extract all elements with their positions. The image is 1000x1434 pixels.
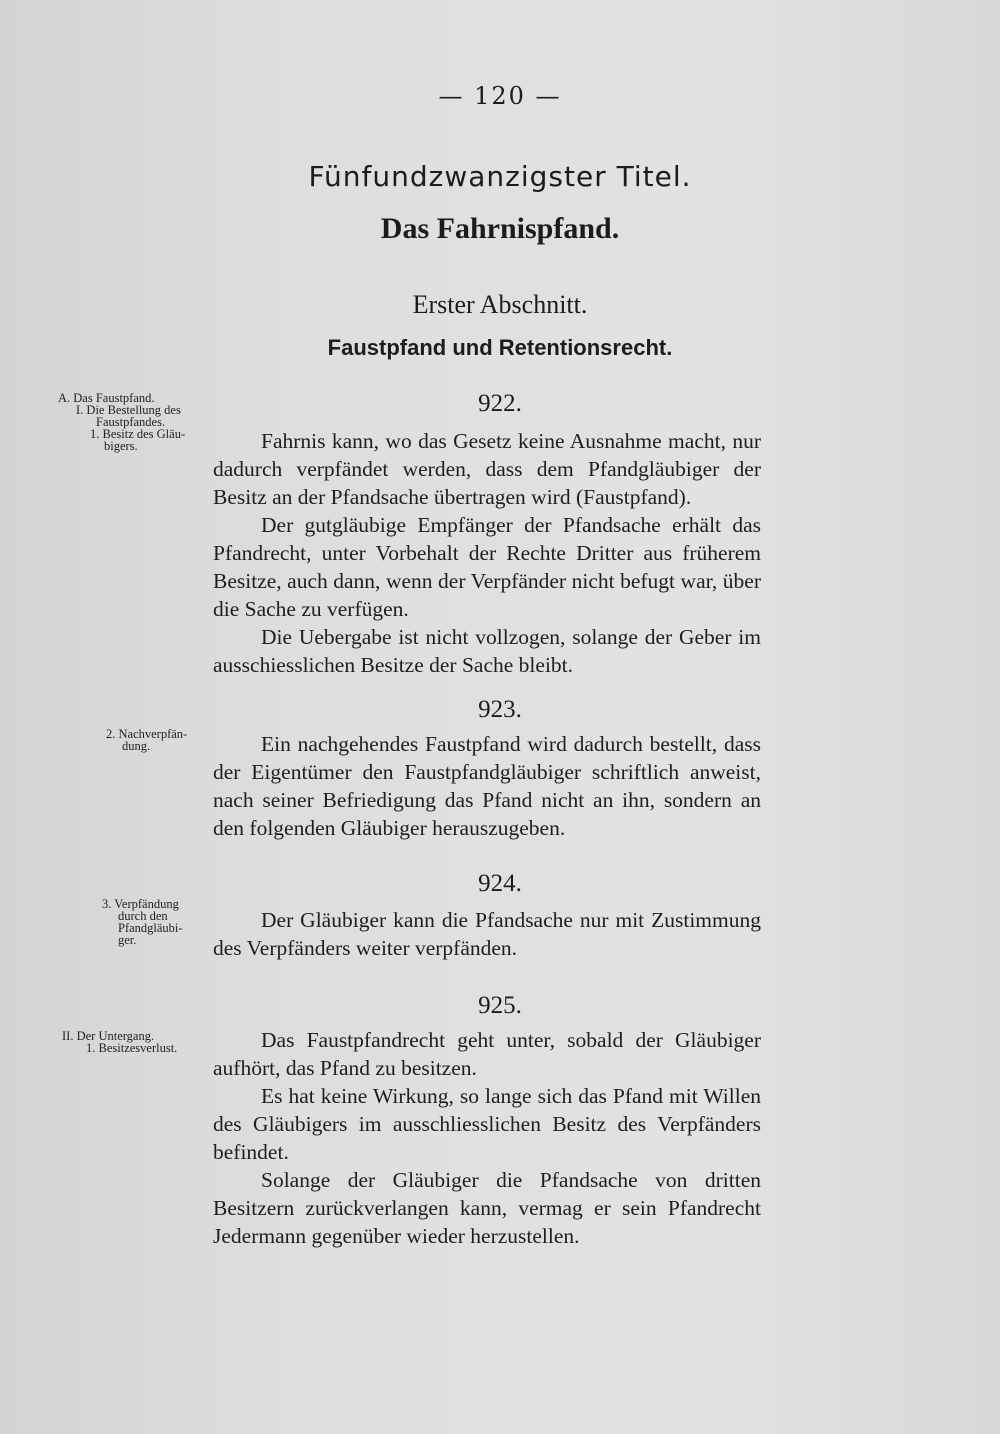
article-925-text (213, 1026, 761, 1250)
article-924-text (213, 906, 761, 962)
article-paragraph: Die Uebergabe ist nicht vollzogen, solange der Geber im ausschiesslichen Besitze der Sache bleibt. (213, 625, 761, 677)
article-number-924: 924. (478, 870, 522, 897)
margin-note-line: 1. Besitzesverlust. (86, 1041, 178, 1055)
margin-note-925 (62, 1030, 177, 1054)
chapter-title: Fünfundzwanzigster Titel. (308, 160, 692, 193)
margin-note-923 (106, 728, 187, 752)
article-paragraph: Der Gläubiger kann die Pfandsache nur mit Zustimmung des Verpfänders weiter verpfänden. (213, 908, 761, 960)
margin-note-line: 2. Nachverpfän- (106, 727, 188, 741)
margin-note-line: Pfandgläubi- (118, 921, 183, 935)
margin-note-line: bigers. (104, 439, 138, 453)
article-number-922: 922. (478, 390, 522, 417)
article-paragraph: Fahrnis kann, wo das Gesetz keine Ausnahme macht, nur dadurch verpfändet werden, dass dem Pfandgläubiger der Besitz an der Pfandsache übertragen wird (Faustpfand). (213, 429, 761, 509)
article-number-925: 925. (478, 992, 522, 1019)
margin-note-924 (102, 898, 183, 946)
page-number: — 120 — (438, 82, 562, 110)
margin-note-line: dung. (122, 739, 151, 753)
chapter-subtitle: Das Fahrnispfand. (380, 212, 620, 245)
section-subheading: Faustpfand und Retentionsrecht. (327, 335, 673, 360)
margin-note-line: I. Die Bestellung des (76, 403, 181, 417)
margin-note-line: durch den (118, 909, 168, 923)
margin-note-line: 1. Besitz des Gläu- (90, 427, 186, 441)
article-number-923: 923. (478, 696, 522, 723)
article-paragraph: Es hat keine Wirkung, so lange sich das Pfand mit Willen des Gläubigers im ausschliesslichen Besitz des Verpfänders befindet. (213, 1084, 761, 1164)
margin-note-line: ger. (118, 933, 137, 947)
section-heading: Erster Abschnitt. (412, 290, 588, 319)
margin-note-line: A. Das Faustpfand. (58, 391, 155, 405)
article-paragraph: Solange der Gläubiger die Pfandsache von dritten Besitzern zurückverlangen kann, vermag er sein Pfandrecht Jedermann gegenüber wieder herzustellen. (213, 1168, 761, 1248)
margin-note-line: 3. Verpfändung (102, 897, 179, 911)
article-paragraph: Ein nachgehendes Faustpfand wird dadurch bestellt, dass der Eigentümer den Faustpfandgläubiger schriftlich anweist, nach seiner Befriedigung das Pfand nicht an ihn, sondern an den folgenden Gläubiger herauszugeben. (213, 732, 761, 840)
margin-note-line: II. Der Untergang. (62, 1029, 155, 1043)
article-paragraph: Das Faustpfandrecht geht unter, sobald der Gläubiger aufhört, das Pfand zu besitzen. (213, 1028, 761, 1080)
article-paragraph: Der gutgläubige Empfänger der Pfandsache erhält das Pfandrecht, unter Vorbehalt der Rechte Dritter aus früherem Besitze, auch dann, wenn der Verpfänder nicht befugt war, über die Sache zu verfügen. (213, 513, 761, 621)
article-923-text (213, 730, 761, 842)
article-922-text (213, 427, 761, 679)
margin-note-line: Faustpfandes. (96, 415, 166, 429)
